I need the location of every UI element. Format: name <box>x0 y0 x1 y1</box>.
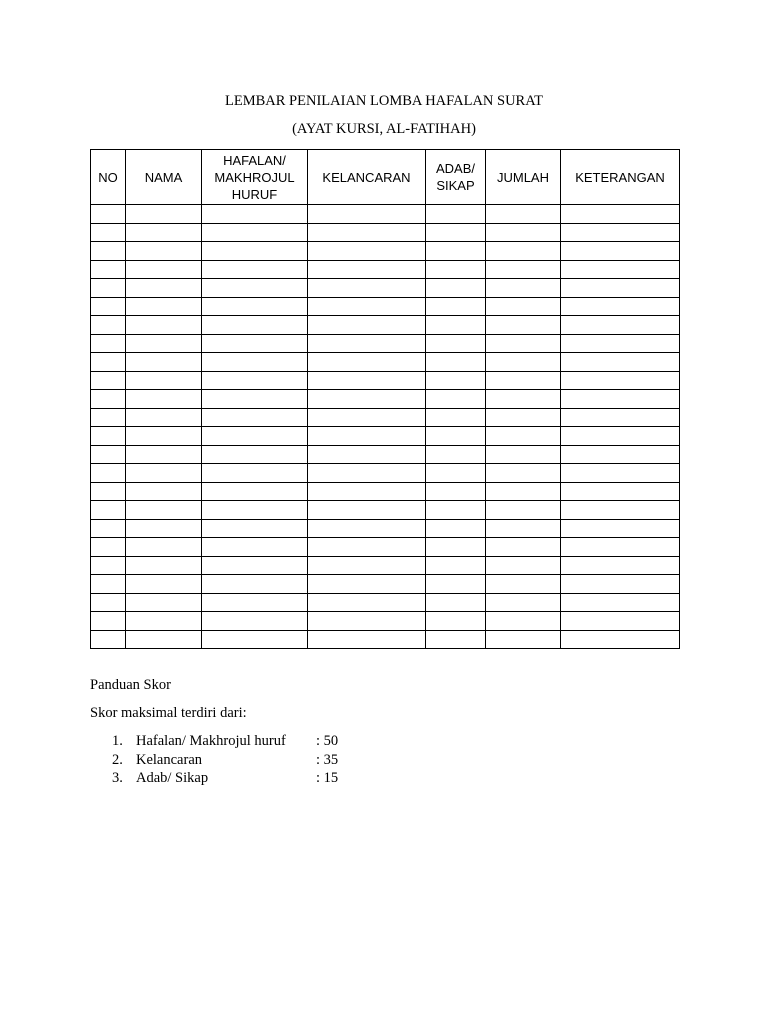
table-cell[interactable] <box>91 390 126 409</box>
table-cell[interactable] <box>426 205 486 224</box>
table-cell[interactable] <box>126 390 202 409</box>
table-cell[interactable] <box>202 353 308 372</box>
table-cell[interactable] <box>308 538 426 557</box>
table-cell[interactable] <box>561 427 680 446</box>
table-cell[interactable] <box>126 482 202 501</box>
table-cell[interactable] <box>308 612 426 631</box>
table-cell[interactable] <box>126 334 202 353</box>
table-cell[interactable] <box>91 205 126 224</box>
table-cell[interactable] <box>486 408 561 427</box>
table-cell[interactable] <box>91 593 126 612</box>
table-cell[interactable] <box>126 575 202 594</box>
guide-intro: Skor maksimal terdiri dari: <box>90 705 247 721</box>
table-cell[interactable] <box>308 427 426 446</box>
table-cell[interactable] <box>426 427 486 446</box>
document-title: LEMBAR PENILAIAN LOMBA HAFALAN SURAT <box>225 93 543 109</box>
header-line: SIKAP <box>436 178 475 193</box>
table-row <box>91 316 680 335</box>
table-cell[interactable] <box>126 260 202 279</box>
table-cell[interactable] <box>486 371 561 390</box>
table-cell[interactable] <box>91 612 126 631</box>
table-cell[interactable] <box>202 501 308 520</box>
table-cell[interactable] <box>202 427 308 446</box>
header-line: MAKHROJUL <box>214 169 295 185</box>
header-kelancaran <box>308 150 426 205</box>
table-cell[interactable] <box>561 538 680 557</box>
table-cell[interactable] <box>426 464 486 483</box>
table-cell[interactable] <box>91 482 126 501</box>
table-cell[interactable] <box>308 630 426 649</box>
table-cell[interactable] <box>126 593 202 612</box>
table-cell[interactable] <box>486 223 561 242</box>
table-cell[interactable] <box>308 464 426 483</box>
table-cell[interactable] <box>202 297 308 316</box>
table-row <box>91 390 680 409</box>
table-cell[interactable] <box>308 205 426 224</box>
table-cell[interactable] <box>91 427 126 446</box>
header-no <box>91 150 126 205</box>
table-cell[interactable] <box>426 371 486 390</box>
table-row <box>91 538 680 557</box>
table-cell[interactable] <box>426 353 486 372</box>
table-cell[interactable] <box>486 260 561 279</box>
table-cell[interactable] <box>91 575 126 594</box>
table-cell[interactable] <box>561 445 680 464</box>
table-cell[interactable] <box>486 556 561 575</box>
table-cell[interactable] <box>486 205 561 224</box>
table-cell[interactable] <box>308 556 426 575</box>
table-cell[interactable] <box>561 371 680 390</box>
table-cell[interactable] <box>308 482 426 501</box>
table-cell[interactable] <box>486 482 561 501</box>
score-list <box>112 732 338 788</box>
table-cell[interactable] <box>561 501 680 520</box>
header-line: ADAB/ <box>435 161 475 176</box>
table-cell[interactable] <box>561 482 680 501</box>
table-cell[interactable] <box>426 556 486 575</box>
table-cell[interactable] <box>126 353 202 372</box>
table-cell[interactable] <box>426 223 486 242</box>
table-cell[interactable] <box>308 242 426 261</box>
table-cell[interactable] <box>426 390 486 409</box>
table-cell[interactable] <box>426 445 486 464</box>
table-cell[interactable] <box>126 427 202 446</box>
criterion-label: Hafalan/ Makhrojul huruf <box>136 733 286 749</box>
list-item <box>112 732 338 751</box>
table-cell[interactable] <box>561 519 680 538</box>
table-row <box>91 501 680 520</box>
criterion-score: : 15 <box>316 770 339 786</box>
table-cell[interactable] <box>308 334 426 353</box>
header-line: KELANCARAN <box>322 169 411 185</box>
table-cell[interactable] <box>426 593 486 612</box>
list-number: 3. <box>112 770 123 786</box>
table-cell[interactable] <box>561 353 680 372</box>
table-cell[interactable] <box>308 519 426 538</box>
table-row <box>91 334 680 353</box>
table-cell[interactable] <box>486 279 561 298</box>
table-cell[interactable] <box>91 279 126 298</box>
table-cell[interactable] <box>486 427 561 446</box>
table-cell[interactable] <box>91 242 126 261</box>
table-cell[interactable] <box>202 575 308 594</box>
table-cell[interactable] <box>561 316 680 335</box>
table-cell[interactable] <box>426 575 486 594</box>
table-cell[interactable] <box>486 464 561 483</box>
table-cell[interactable] <box>486 353 561 372</box>
table-cell[interactable] <box>426 316 486 335</box>
list-number: 1. <box>112 733 123 749</box>
table-cell[interactable] <box>561 464 680 483</box>
table-cell[interactable] <box>126 556 202 575</box>
table-cell[interactable] <box>561 408 680 427</box>
table-cell[interactable] <box>561 242 680 261</box>
header-line: KETERANGAN <box>575 169 665 185</box>
table-cell[interactable] <box>202 390 308 409</box>
table-cell[interactable] <box>202 630 308 649</box>
table-cell[interactable] <box>91 408 126 427</box>
document-subtitle: (AYAT KURSI, AL-FATIHAH) <box>292 121 476 137</box>
table-cell[interactable] <box>426 519 486 538</box>
table-cell[interactable] <box>91 538 126 557</box>
criterion-score: : 35 <box>316 751 339 768</box>
table-cell[interactable] <box>126 242 202 261</box>
table-cell[interactable] <box>308 501 426 520</box>
table-cell[interactable] <box>91 316 126 335</box>
table-cell[interactable] <box>308 353 426 372</box>
criterion-score: : 50 <box>316 733 339 749</box>
table-cell[interactable] <box>126 205 202 224</box>
table-cell[interactable] <box>308 593 426 612</box>
table-row <box>91 593 680 612</box>
table-cell[interactable] <box>486 630 561 649</box>
table-cell[interactable] <box>426 279 486 298</box>
table-cell[interactable] <box>308 316 426 335</box>
table-cell[interactable] <box>486 538 561 557</box>
table-cell[interactable] <box>308 279 426 298</box>
table-cell[interactable] <box>126 223 202 242</box>
table-cell[interactable] <box>202 242 308 261</box>
table-row <box>91 223 680 242</box>
table-row <box>91 242 680 261</box>
table-row <box>91 630 680 649</box>
table-cell[interactable] <box>91 501 126 520</box>
table-cell[interactable] <box>202 371 308 390</box>
table-cell[interactable] <box>308 297 426 316</box>
table-cell[interactable] <box>126 519 202 538</box>
table-cell[interactable] <box>202 482 308 501</box>
table-cell[interactable] <box>126 279 202 298</box>
table-cell[interactable] <box>91 297 126 316</box>
header-line: NAMA <box>144 169 183 185</box>
table-cell[interactable] <box>126 501 202 520</box>
score-table <box>90 149 680 649</box>
table-cell[interactable] <box>91 223 126 242</box>
table-row <box>91 575 680 594</box>
header-line: HURUF <box>231 186 278 202</box>
table-cell[interactable] <box>561 260 680 279</box>
table-cell[interactable] <box>486 519 561 538</box>
table-cell[interactable] <box>126 316 202 335</box>
table-cell[interactable] <box>426 630 486 649</box>
table-body <box>91 205 680 649</box>
table-cell[interactable] <box>486 334 561 353</box>
table-row <box>91 445 680 464</box>
table-cell[interactable] <box>561 612 680 631</box>
table-cell[interactable] <box>91 260 126 279</box>
header-adab <box>426 150 486 205</box>
criterion-label: Kelancaran <box>136 751 203 768</box>
table-cell[interactable] <box>91 371 126 390</box>
table-cell[interactable] <box>486 612 561 631</box>
table-cell[interactable] <box>202 223 308 242</box>
table-row <box>91 519 680 538</box>
table-cell[interactable] <box>91 464 126 483</box>
table-cell[interactable] <box>561 297 680 316</box>
table-cell[interactable] <box>561 223 680 242</box>
header-line: JUMLAH <box>496 169 549 185</box>
list-item <box>112 751 338 770</box>
table-cell[interactable] <box>426 297 486 316</box>
table-header-row <box>91 150 680 205</box>
header-hafalan <box>202 150 308 205</box>
table-cell[interactable] <box>308 575 426 594</box>
table-cell[interactable] <box>561 630 680 649</box>
table-cell[interactable] <box>202 519 308 538</box>
table-cell[interactable] <box>561 593 680 612</box>
table-cell[interactable] <box>126 464 202 483</box>
table-cell[interactable] <box>91 519 126 538</box>
table-cell[interactable] <box>486 390 561 409</box>
table-row <box>91 408 680 427</box>
table-cell[interactable] <box>561 205 680 224</box>
header-line: NO <box>98 169 118 185</box>
table-cell[interactable] <box>126 371 202 390</box>
table-cell[interactable] <box>91 334 126 353</box>
table-row <box>91 482 680 501</box>
table-cell[interactable] <box>91 353 126 372</box>
table-cell[interactable] <box>202 538 308 557</box>
table-row <box>91 371 680 390</box>
table-cell[interactable] <box>486 575 561 594</box>
table-cell[interactable] <box>308 390 426 409</box>
table-row <box>91 297 680 316</box>
list-item <box>112 769 338 788</box>
table-cell[interactable] <box>426 538 486 557</box>
table-cell[interactable] <box>426 334 486 353</box>
table-row <box>91 556 680 575</box>
table-row <box>91 353 680 372</box>
table-row <box>91 279 680 298</box>
header-keterangan <box>561 150 680 205</box>
table-cell[interactable] <box>426 612 486 631</box>
table-row <box>91 205 680 224</box>
table-row <box>91 260 680 279</box>
table-cell[interactable] <box>426 260 486 279</box>
criterion-label: Adab/ Sikap <box>136 770 209 786</box>
table-cell[interactable] <box>202 334 308 353</box>
table-cell[interactable] <box>486 297 561 316</box>
header-nama <box>126 150 202 205</box>
table-cell[interactable] <box>202 316 308 335</box>
table-cell[interactable] <box>561 575 680 594</box>
table-cell[interactable] <box>202 612 308 631</box>
table-cell[interactable] <box>202 556 308 575</box>
table-cell[interactable] <box>426 242 486 261</box>
table-cell[interactable] <box>486 445 561 464</box>
table-cell[interactable] <box>202 593 308 612</box>
table-cell[interactable] <box>308 260 426 279</box>
table-cell[interactable] <box>308 223 426 242</box>
table-cell[interactable] <box>486 593 561 612</box>
table-cell[interactable] <box>91 445 126 464</box>
guide-heading: Panduan Skor <box>90 677 171 693</box>
table-cell[interactable] <box>561 279 680 298</box>
table-cell[interactable] <box>486 242 561 261</box>
table-cell[interactable] <box>126 612 202 631</box>
table-cell[interactable] <box>202 260 308 279</box>
table-row <box>91 464 680 483</box>
table-cell[interactable] <box>202 279 308 298</box>
table-cell[interactable] <box>426 482 486 501</box>
table-row <box>91 427 680 446</box>
table-cell[interactable] <box>561 390 680 409</box>
table-cell[interactable] <box>126 538 202 557</box>
table-cell[interactable] <box>561 334 680 353</box>
table-cell[interactable] <box>308 408 426 427</box>
table-cell[interactable] <box>308 445 426 464</box>
table-cell[interactable] <box>426 408 486 427</box>
table-cell[interactable] <box>202 445 308 464</box>
table-row <box>91 612 680 631</box>
table-cell[interactable] <box>426 501 486 520</box>
table-cell[interactable] <box>486 316 561 335</box>
table-cell[interactable] <box>91 556 126 575</box>
table-cell[interactable] <box>561 556 680 575</box>
table-cell[interactable] <box>126 445 202 464</box>
table-cell[interactable] <box>126 408 202 427</box>
table-cell[interactable] <box>202 205 308 224</box>
table-cell[interactable] <box>202 408 308 427</box>
header-line: HAFALAN/ <box>223 152 286 168</box>
table-cell[interactable] <box>308 371 426 390</box>
table-cell[interactable] <box>126 297 202 316</box>
table-cell[interactable] <box>126 630 202 649</box>
list-number: 2. <box>112 751 123 768</box>
header-jumlah <box>486 150 561 205</box>
table-cell[interactable] <box>91 630 126 649</box>
table-cell[interactable] <box>486 501 561 520</box>
table-cell[interactable] <box>202 464 308 483</box>
